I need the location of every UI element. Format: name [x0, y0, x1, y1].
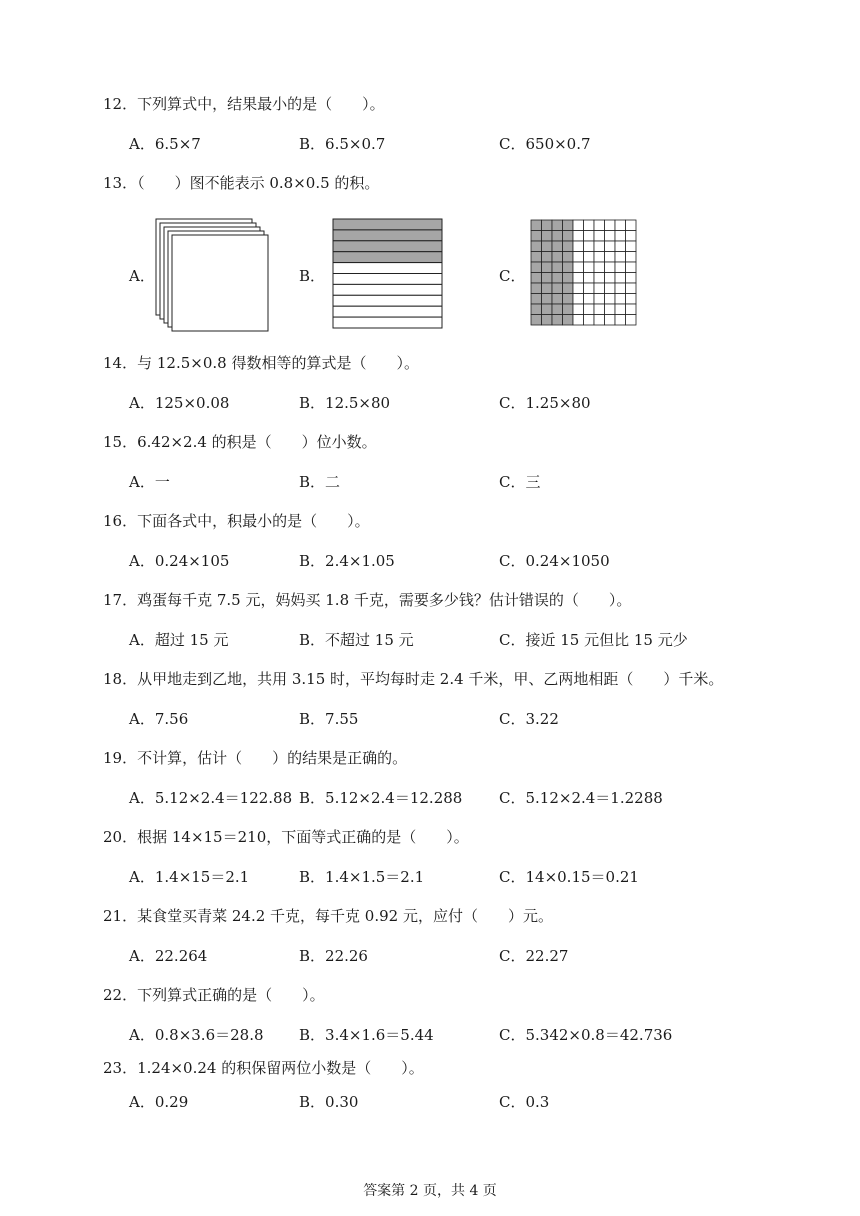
shaded-cell	[531, 220, 542, 231]
grid-cell	[626, 262, 637, 273]
option-a[interactable]: A．5.12×2.4＝122.88	[129, 789, 293, 807]
shaded-strip	[333, 252, 442, 263]
shaded-cell	[542, 283, 553, 294]
option-a[interactable]: A．	[129, 267, 155, 285]
shaded-cell	[563, 241, 574, 252]
grid-cell	[573, 294, 584, 305]
shaded-cell	[542, 294, 553, 305]
grid-cell	[615, 315, 626, 326]
figure-c-hundred-grid	[528, 218, 638, 328]
question-14: 14．与 12.5×0.8 得数相等的算式是（ ）。	[103, 354, 419, 372]
grid-cell	[594, 262, 605, 273]
strip	[333, 295, 442, 306]
option-b[interactable]: B．0.30	[299, 1093, 359, 1111]
option-c[interactable]: C．0.24×1050	[499, 552, 610, 570]
option-b[interactable]: B．不超过 15 元	[299, 631, 414, 649]
option-c[interactable]: C．0.3	[499, 1093, 550, 1111]
grid-cell	[594, 241, 605, 252]
option-c[interactable]: C．三	[499, 473, 541, 491]
shaded-cell	[563, 220, 574, 231]
grid-cell	[584, 231, 595, 242]
grid-cell	[626, 231, 637, 242]
grid-cell	[605, 315, 616, 326]
strip	[333, 263, 442, 274]
option-c[interactable]: C．5.342×0.8＝42.736	[499, 1026, 673, 1044]
question-21-options	[129, 947, 729, 965]
shaded-cell	[552, 294, 563, 305]
shaded-cell	[552, 304, 563, 315]
grid-cell	[615, 283, 626, 294]
grid-cell	[605, 304, 616, 315]
grid-cell	[605, 283, 616, 294]
question-12-options	[129, 135, 729, 153]
grid-cell	[626, 252, 637, 263]
option-b[interactable]: B．	[299, 267, 326, 285]
option-c[interactable]: C．接近 15 元但比 15 元少	[499, 631, 688, 649]
grid-cell	[573, 273, 584, 284]
grid-cell	[605, 273, 616, 284]
shaded-strip	[333, 219, 442, 230]
question-21: 21．某食堂买青菜 24.2 千克，每千克 0.92 元，应付（ ）元。	[103, 907, 553, 925]
grid-cell	[573, 262, 584, 273]
option-b[interactable]: B．22.26	[299, 947, 368, 965]
grid-cell	[573, 252, 584, 263]
option-b[interactable]: B．7.55	[299, 710, 359, 728]
shaded-cell	[531, 273, 542, 284]
shaded-cell	[531, 262, 542, 273]
shaded-cell	[563, 294, 574, 305]
shaded-cell	[563, 315, 574, 326]
option-c[interactable]: C．5.12×2.4＝1.2288	[499, 789, 663, 807]
option-a[interactable]: A．1.4×15＝2.1	[129, 868, 250, 886]
grid-cell	[594, 273, 605, 284]
grid-cell	[594, 304, 605, 315]
grid-cell	[615, 262, 626, 273]
question-12: 12．下列算式中，结果最小的是（ ）。	[103, 95, 385, 113]
option-a[interactable]: A．6.5×7	[129, 135, 201, 153]
shaded-cell	[563, 304, 574, 315]
question-23-options	[129, 1093, 729, 1111]
shaded-strip	[333, 230, 442, 241]
option-c[interactable]: C．14×0.15＝0.21	[499, 868, 639, 886]
option-b[interactable]: B．6.5×0.7	[299, 135, 386, 153]
grid-cell	[584, 304, 595, 315]
shaded-cell	[531, 294, 542, 305]
question-18: 18．从甲地走到乙地，共用 3.15 时，平均每时走 2.4 千米，甲、乙两地相距（ ）千米。	[103, 670, 724, 688]
grid-cell	[584, 220, 595, 231]
option-c[interactable]: C．650×0.7	[499, 135, 591, 153]
option-c[interactable]: C．3.22	[499, 710, 559, 728]
option-b[interactable]: B．12.5×80	[299, 394, 391, 412]
shaded-cell	[552, 273, 563, 284]
grid-cell	[626, 273, 637, 284]
question-17: 17．鸡蛋每千克 7.5 元，妈妈买 1.8 千克，需要多少钱？估计错误的（ ）。	[103, 591, 632, 609]
option-b[interactable]: B．5.12×2.4＝12.288	[299, 789, 463, 807]
grid-cell	[605, 262, 616, 273]
grid-cell	[594, 315, 605, 326]
grid-cell	[615, 231, 626, 242]
figure-a-stacked-squares	[150, 215, 275, 335]
shaded-cell	[531, 283, 542, 294]
question-14-options	[129, 394, 729, 412]
option-a[interactable]: A．0.29	[129, 1093, 189, 1111]
shaded-cell	[563, 252, 574, 263]
strip	[333, 274, 442, 285]
grid-cell	[584, 315, 595, 326]
question-13: 13．（ ）图不能表示 0.8×0.5 的积。	[103, 174, 380, 192]
option-b[interactable]: B．二	[299, 473, 341, 491]
strip	[333, 317, 442, 328]
shaded-cell	[542, 304, 553, 315]
grid-cell	[594, 252, 605, 263]
grid-cell	[615, 241, 626, 252]
option-c[interactable]: C．	[499, 267, 526, 285]
option-b[interactable]: B．1.4×1.5＝2.1	[299, 868, 425, 886]
question-17-options	[129, 631, 729, 649]
grid-cell	[594, 294, 605, 305]
grid-cell	[626, 241, 637, 252]
question-19-options	[129, 789, 729, 807]
page-footer: 答案第 2 页，共 4 页	[363, 1183, 497, 1199]
shaded-cell	[542, 231, 553, 242]
option-a[interactable]: A．7.56	[129, 710, 189, 728]
grid-cell	[615, 294, 626, 305]
shaded-cell	[552, 252, 563, 263]
grid-cell	[573, 304, 584, 315]
option-a[interactable]: A．125×0.08	[129, 394, 230, 412]
question-23: 23．1.24×0.24 的积保留两位小数是（ ）。	[103, 1059, 424, 1077]
option-c[interactable]: C．22.27	[499, 947, 569, 965]
option-a[interactable]: A．0.24×105	[129, 552, 230, 570]
question-22-options	[129, 1026, 729, 1044]
grid-cell	[605, 294, 616, 305]
shaded-cell	[552, 220, 563, 231]
grid-cell	[584, 294, 595, 305]
question-16-options	[129, 552, 729, 570]
shaded-cell	[563, 283, 574, 294]
grid-cell	[626, 220, 637, 231]
shaded-strip	[333, 241, 442, 252]
shaded-cell	[542, 315, 553, 326]
grid-cell	[615, 252, 626, 263]
grid-cell	[573, 231, 584, 242]
grid-cell	[626, 315, 637, 326]
grid-cell	[626, 283, 637, 294]
question-15: 15．6.42×2.4 的积是（ ）位小数。	[103, 433, 377, 451]
shaded-cell	[563, 273, 574, 284]
shaded-cell	[563, 262, 574, 273]
grid-cell	[626, 304, 637, 315]
option-a[interactable]: A．一	[129, 473, 170, 491]
grid-cell	[605, 220, 616, 231]
option-a[interactable]: A．超过 15 元	[129, 631, 229, 649]
grid-cell	[584, 283, 595, 294]
shaded-cell	[542, 241, 553, 252]
shaded-cell	[531, 231, 542, 242]
question-22: 22．下列算式正确的是（ ）。	[103, 986, 325, 1004]
question-16: 16．下面各式中，积最小的是（ ）。	[103, 512, 370, 530]
grid-cell	[584, 241, 595, 252]
option-a[interactable]: A．22.264	[129, 947, 208, 965]
grid-cell	[573, 241, 584, 252]
grid-cell	[573, 283, 584, 294]
shaded-cell	[563, 231, 574, 242]
grid-cell	[594, 283, 605, 294]
shaded-cell	[552, 241, 563, 252]
shaded-cell	[531, 304, 542, 315]
shaded-cell	[542, 273, 553, 284]
grid-cell	[615, 273, 626, 284]
figure-b-striped-rectangle	[330, 218, 445, 330]
grid-cell	[605, 231, 616, 242]
question-18-options	[129, 710, 729, 728]
shaded-cell	[542, 220, 553, 231]
question-19: 19．不计算，估计（ ）的结果是正确的。	[103, 749, 408, 767]
strip	[333, 284, 442, 295]
shaded-cell	[531, 315, 542, 326]
shaded-cell	[542, 252, 553, 263]
grid-cell	[605, 252, 616, 263]
grid-cell	[615, 220, 626, 231]
option-b[interactable]: B．3.4×1.6＝5.44	[299, 1026, 434, 1044]
option-a[interactable]: A．0.8×3.6＝28.8	[129, 1026, 264, 1044]
question-15-options	[129, 473, 729, 491]
grid-cell	[626, 294, 637, 305]
shaded-cell	[531, 241, 542, 252]
shaded-cell	[552, 315, 563, 326]
grid-cell	[584, 252, 595, 263]
grid-cell	[594, 231, 605, 242]
shaded-cell	[552, 262, 563, 273]
grid-cell	[584, 262, 595, 273]
question-20-options	[129, 868, 729, 886]
shaded-cell	[552, 283, 563, 294]
grid-cell	[573, 220, 584, 231]
option-c[interactable]: C．1.25×80	[499, 394, 591, 412]
shaded-cell	[531, 252, 542, 263]
grid-cell	[605, 241, 616, 252]
grid-cell	[615, 304, 626, 315]
strip	[333, 306, 442, 317]
grid-cell	[594, 220, 605, 231]
shaded-cell	[542, 262, 553, 273]
option-b[interactable]: B．2.4×1.05	[299, 552, 395, 570]
grid-cell	[573, 315, 584, 326]
grid-cell	[584, 273, 595, 284]
question-20: 20．根据 14×15＝210，下面等式正确的是（ ）。	[103, 828, 469, 846]
shaded-cell	[552, 231, 563, 242]
